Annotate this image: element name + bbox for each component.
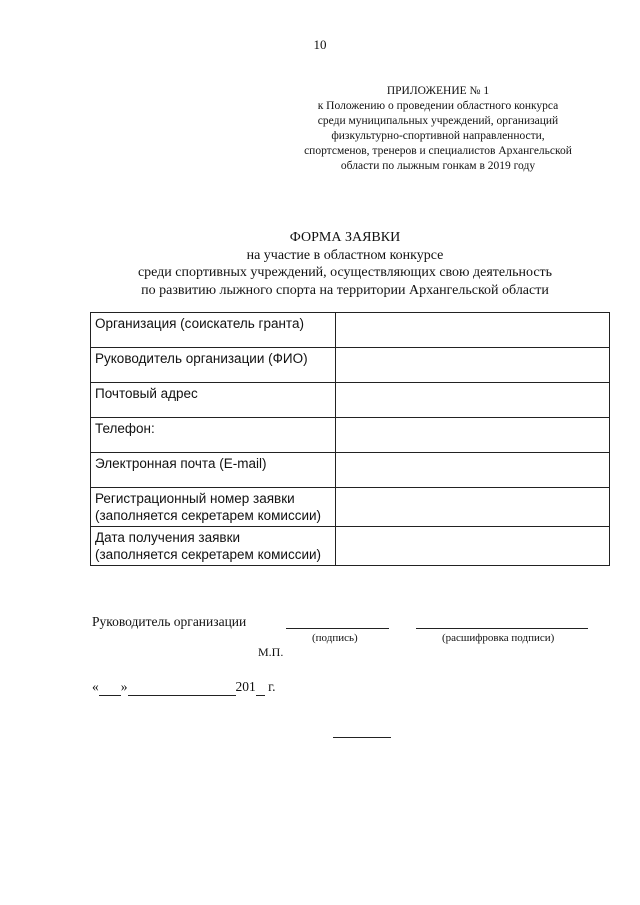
row-label-text: Электронная почта (E-mail) [95,456,267,471]
date-year-prefix: 201 [235,679,256,694]
signature-label: Руководитель организации [92,614,247,629]
row-label-text: Почтовый адрес [95,386,198,401]
date-year-suffix: г. [268,679,276,694]
signature-line[interactable] [286,628,389,629]
page-number: 10 [313,37,327,52]
form-title: ФОРМА ЗАЯВКИ [289,230,401,245]
signature-caption: (подпись) [312,632,358,644]
date-day-blank[interactable] [99,679,121,696]
row-label-note: (заполняется секретарем комиссии) [95,547,322,562]
stamp-label: М.П. [258,645,284,659]
row-label-text: Дата получения заявки [95,530,241,545]
appendix-line: области по лыжным гонкам в 2019 году [340,160,536,172]
date-year-blank[interactable] [256,679,265,696]
date-line [92,679,276,696]
form-subtitle-line: среди спортивных учреждений, осуществляющих свою деятельность [137,265,553,280]
appendix-line: спортсменов, тренеров и специалистов Архангельской [304,145,572,157]
date-close-quote: » [120,679,128,694]
appendix-line: среди муниципальных учреждений, организаций [317,115,559,127]
signature-decoding-caption: (расшифровка подписи) [442,632,555,644]
date-open-quote: « [92,679,99,694]
row-label-text: Телефон: [95,421,155,436]
signature-decoding-line[interactable] [416,628,588,629]
form-subtitle-line: на участие в областном конкурсе [246,247,444,263]
appendix-line: физкультурно-спортивной направленности, [331,130,545,142]
appendix-title: ПРИЛОЖЕНИЕ № 1 [386,85,490,97]
row-label-text: Организация (соискатель гранта) [95,316,304,331]
row-label-text: Регистрационный номер заявки [95,491,295,506]
form-subtitle-line: по развитию лыжного спорта на территории Архангельской области [141,282,549,298]
row-label-note: (заполняется секретарем комиссии) [95,508,322,523]
date-month-blank[interactable] [128,679,236,696]
appendix-line: к Положению о проведении областного конкурса [317,100,559,112]
row-label-text: Руководитель организации (ФИО) [95,351,308,366]
end-divider [333,737,391,738]
